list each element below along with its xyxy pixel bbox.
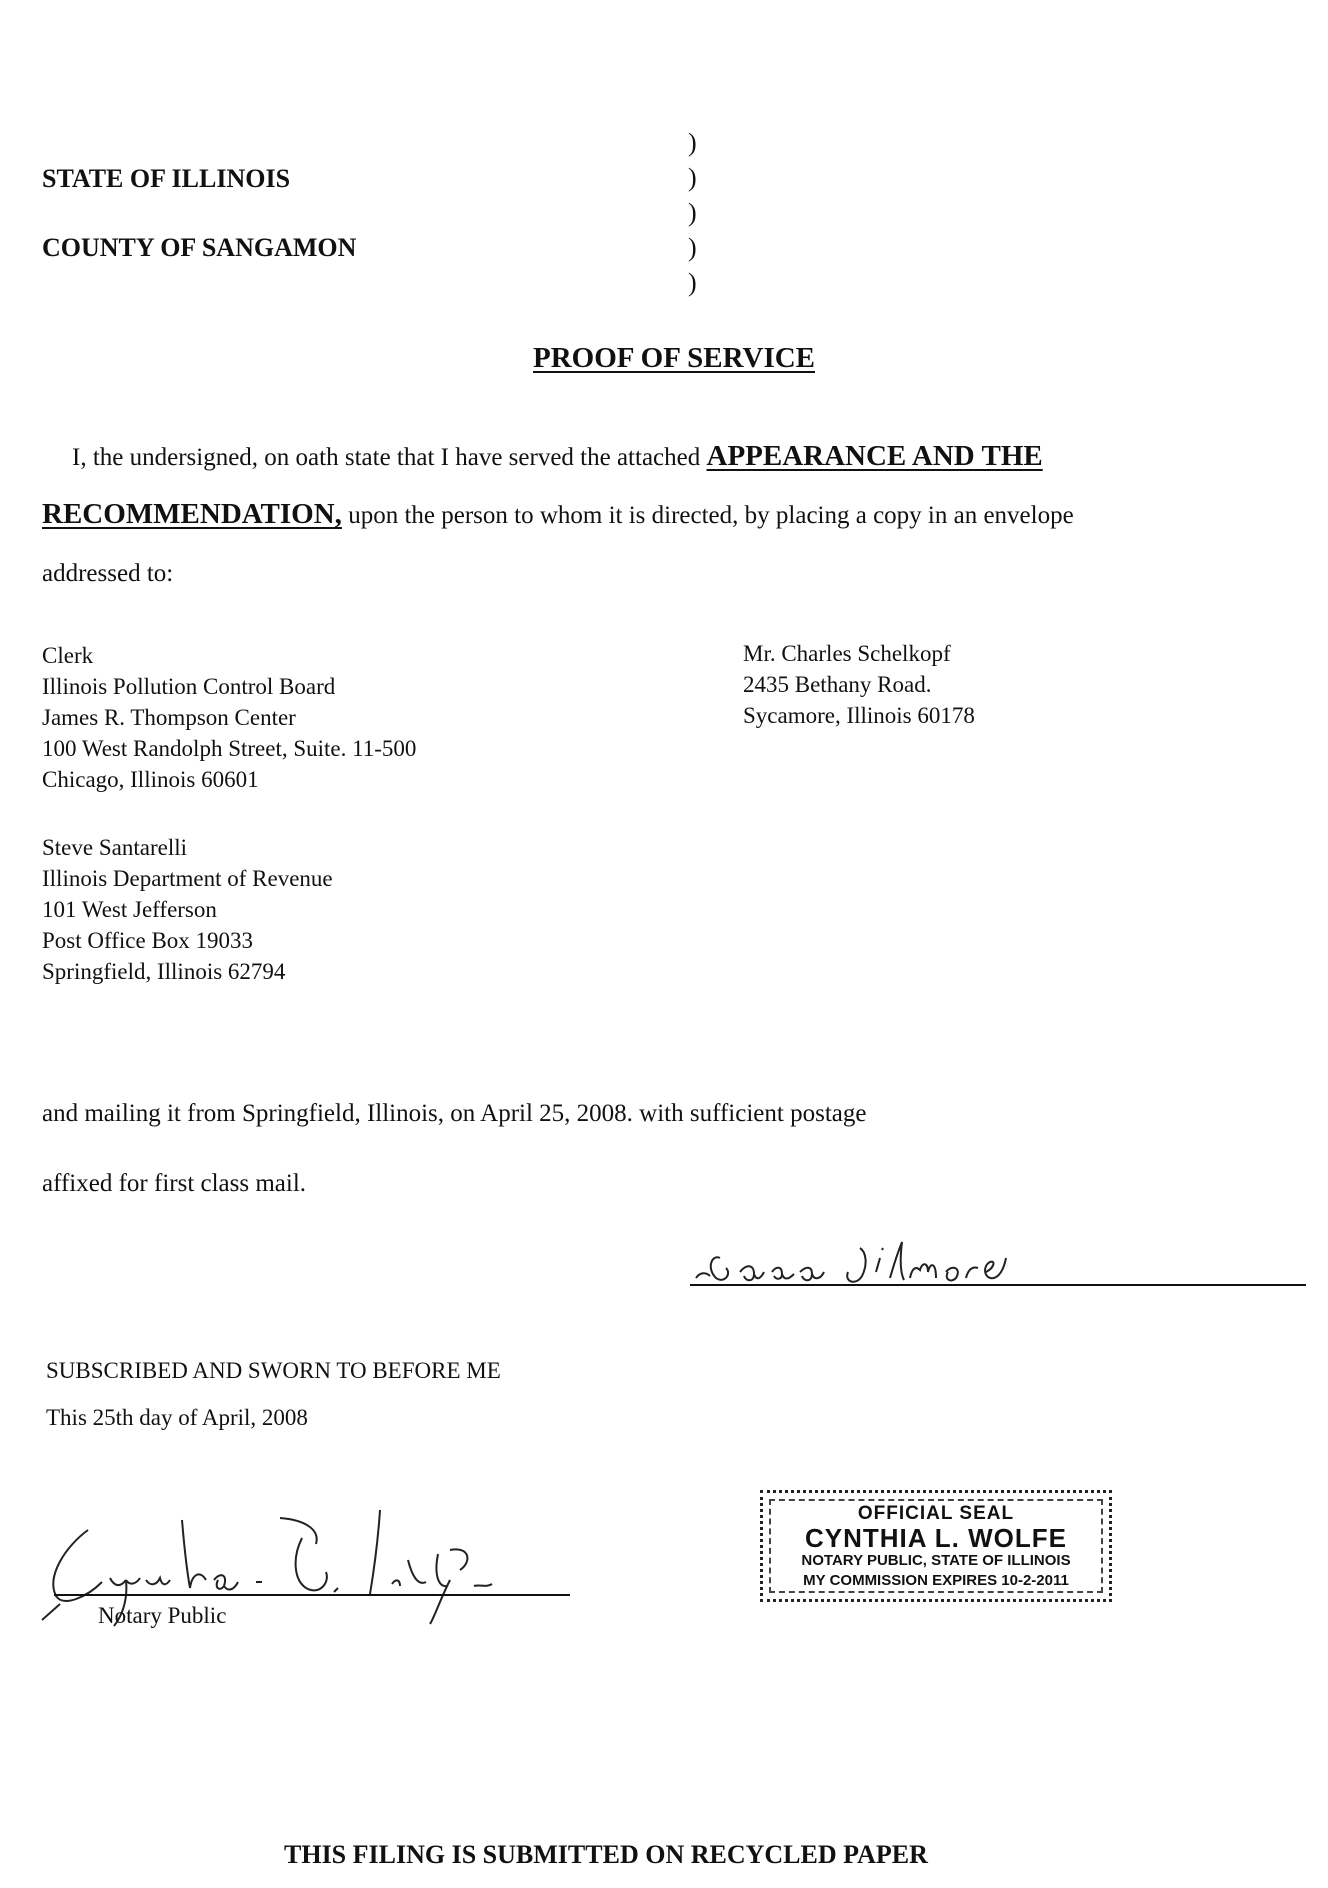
notary-label: Notary Public (98, 1603, 227, 1628)
notary-signature-line (54, 1594, 570, 1596)
address-line: Post Office Box 19033 (42, 928, 254, 953)
body-intro: I, the undersigned, on oath state that I have served the attached (72, 444, 701, 471)
body-continuation: upon the person to whom it is directed, by placing a copy in an envelope (348, 502, 1074, 529)
address-line: Clerk (42, 643, 94, 668)
body-line-2 (42, 498, 1074, 531)
venue-county: COUNTY OF SANGAMON (42, 233, 357, 262)
address-line: Springfield, Illinois 62794 (42, 959, 286, 984)
address-line: James R. Thompson Center (42, 705, 296, 730)
address-line: Mr. Charles Schelkopf (743, 641, 951, 666)
official-seal-stamp (760, 1490, 1112, 1602)
recipient-schelkopf-address (743, 638, 975, 731)
caption-paren: ) (688, 198, 697, 227)
affiant-signature (690, 1228, 1150, 1292)
jurat-line-2: This 25th day of April, 2008 (46, 1405, 308, 1430)
seal-line-3: NOTARY PUBLIC, STATE OF ILLINOIS (801, 1552, 1071, 1569)
caption-paren: ) (688, 233, 697, 262)
caption-paren: ) (688, 268, 697, 297)
address-line: Chicago, Illinois 60601 (42, 767, 259, 792)
address-line: 101 West Jefferson (42, 897, 217, 922)
document-title: PROOF OF SERVICE (533, 342, 816, 374)
seal-line-4: MY COMMISSION EXPIRES 10-2-2011 (803, 1572, 1069, 1589)
seal-inner-border (769, 1499, 1103, 1593)
served-document-title-cont: RECOMMENDATION, (42, 498, 342, 530)
address-line: 2435 Bethany Road. (743, 672, 932, 697)
affiant-signature-line (690, 1284, 1306, 1286)
caption-paren: ) (688, 128, 697, 157)
address-line: Sycamore, Illinois 60178 (743, 703, 975, 728)
seal-line-2: CYNTHIA L. WOLFE (804, 1523, 1067, 1553)
jurat-line-1: SUBSCRIBED AND SWORN TO BEFORE ME (46, 1358, 501, 1383)
address-line: Illinois Pollution Control Board (42, 674, 336, 699)
mailing-line-1: and mailing it from Springfield, Illinois, on April 25, 2008. with sufficient postage (42, 1100, 867, 1127)
recipient-santarelli-address (42, 832, 333, 987)
body-line-3: addressed to: (42, 560, 174, 587)
body-line-1 (72, 440, 1043, 473)
address-line: Illinois Department of Revenue (42, 866, 333, 891)
recipient-clerk-address (42, 640, 416, 795)
served-document-title: APPEARANCE AND THE (706, 440, 1043, 472)
address-line: 100 West Randolph Street, Suite. 11-500 (42, 736, 417, 761)
recycled-paper-footer: THIS FILING IS SUBMITTED ON RECYCLED PAPER (284, 1840, 928, 1869)
mailing-line-2: affixed for first class mail. (42, 1170, 307, 1197)
address-line: Steve Santarelli (42, 835, 187, 860)
seal-line-1: OFFICIAL SEAL (857, 1503, 1015, 1524)
venue-state: STATE OF ILLINOIS (42, 164, 291, 193)
caption-paren: ) (688, 163, 697, 192)
